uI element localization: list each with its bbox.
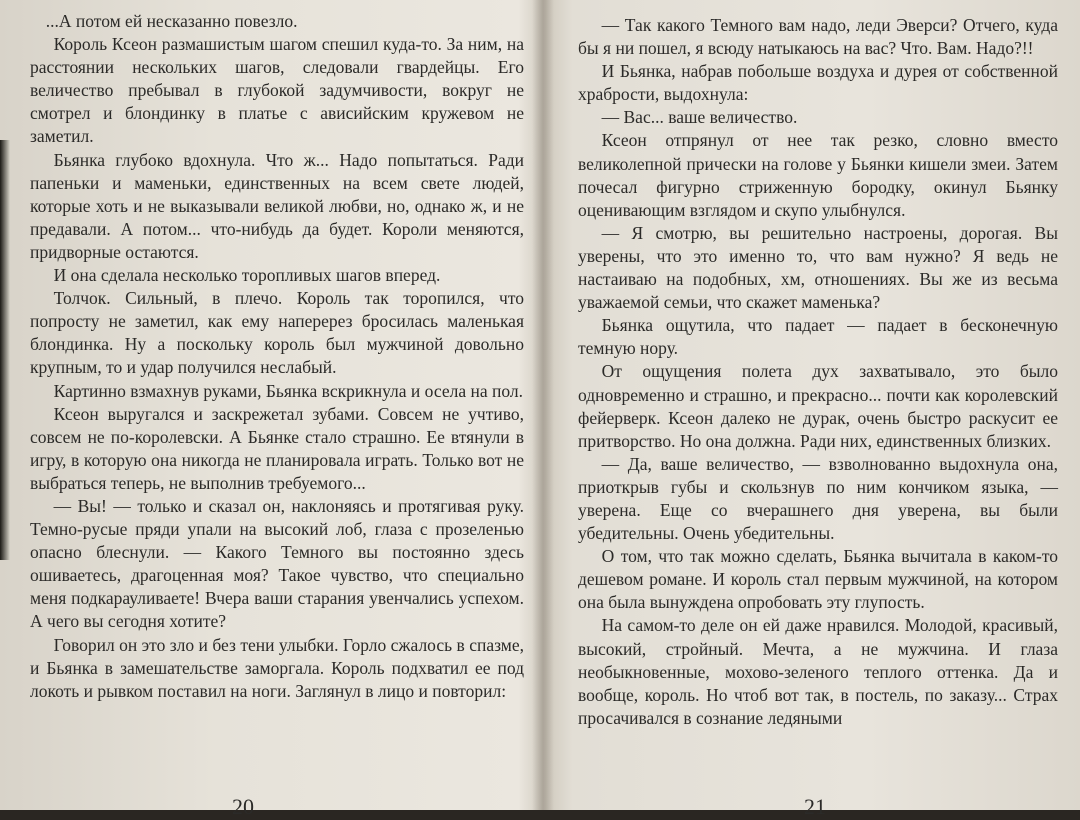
paragraph: И Бьянка, набрав побольше воздуха и дурея от собственной храбрости, выдохнула:	[578, 61, 1058, 105]
paragraph: — Вас... ваше величество.	[601, 107, 798, 128]
paragraph: На самом-то деле он ей даже нравился. Молодой, красивый, высокий, стройный. Мечта, а не мужчина. И глаза необыкновенные, мохово-зеленого теплого оттенка. Да и вообще, король. Но чтоб вот так, в постель, по заказу... Страх просачивался в сознание ледяными	[578, 615, 1058, 728]
paragraph: Картинно взмахнув руками, Бьянка вскрикнула и осела на пол.	[53, 380, 523, 401]
paragraph: — Я смотрю, вы решительно настроены, дорогая. Вы уверены, что это именно то, что вам нужно? Я ведь не настаиваю на подобных, хм, отношениях. Вы же из весьма уважаемой семьи, что скажет маменька?	[578, 222, 1058, 313]
right-page	[548, 0, 1080, 819]
right-page-text	[578, 14, 1058, 730]
paragraph: ...А потом ей несказанно повезло.	[45, 11, 298, 31]
page-number: 21	[804, 794, 826, 819]
paragraph: И она сделала несколько торопливых шагов вперед.	[53, 265, 441, 286]
paragraph: — Вы! — только и сказал он, наклоняясь и протягивая руку. Темно-русые пряди упали на высокий лоб, глаза с прозеленью опасно блеснули. — Какого Темного вы постоянно здесь ошиваетесь, драгоценная моя? Такое чувство, что специально меня подкарауливаете! Вчера ваши старания увенчались успехом. А чего вы сегодня хотите?	[30, 495, 524, 632]
paragraph: Говорил он это зло и без тени улыбки. Горло сжалось в спазме, и Бьянка в замешательстве заморгала. Король подхватил ее под локоть и рывком поставил на ноги. Заглянул в лицо и повторил:	[30, 634, 524, 701]
left-page	[0, 0, 536, 819]
paragraph: О том, что так можно сделать, Бьянка вычитала в каком-то дешевом романе. И король стал первым мужчиной, на котором она была вынуждена опробовать эту глупость.	[578, 546, 1058, 613]
paragraph: Бьянка ощутила, что падает — падает в бесконечную темную нору.	[578, 315, 1058, 359]
page-number: 20	[232, 794, 254, 819]
paragraph: От ощущения полета дух захватывало, это было одновременно и страшно, и прекрасно... почти как королевский фейерверк. Ксеон далеко не дурак, очень быстро раскусит ее притворство. Но она должна. Ради них, единственных близких.	[578, 361, 1058, 451]
paragraph: Ксеон выругался и заскрежетал зубами. Совсем не учтиво, совсем не по-королевски. А Бьянке стало страшно. Ее втянули в игру, в которую она никогда не планировала играть. Только вот не выбраться теперь, не выполнив требуемого...	[30, 403, 524, 493]
paragraph: Бьянка глубоко вдохнула. Что ж... Надо попытаться. Ради папеньки и маменьки, единственных на всем свете людей, которые хоть и не выказывали великой любви, но, однако ж, и не предавали. А потом... что-нибудь да будет. Короли меняются, придворные остаются.	[30, 149, 524, 262]
paragraph: Толчок. Сильный, в плечо. Король так торопился, что попросту не заметил, как ему наперерез бросилась маленькая блондинка. Ну а поскольку король был мужчиной довольно крупным, то и удар получился неслабый.	[30, 288, 524, 378]
paragraph: — Да, ваше величество, — взволнованно выдохнула она, приоткрыв губы и скользнув по ним кончиком языка, — уверена. Еще со вчерашнего дня уверена, вы были убедительны. Очень убедительны.	[578, 453, 1058, 544]
paragraph: Король Ксеон размашистым шагом спешил куда-то. За ним, на расстоянии нескольких шагов, следовали гвардейцы. Его величество пребывал в глубокой задумчивости, вокруг не смотрел и блондинку в платье с ависийским кружевом не заметил.	[30, 34, 524, 147]
paragraph: Ксеон отпрянул от нее так резко, словно вместо великолепной прически на голове у Бьянки кишели змеи. Затем почесал фигурно стриженную бородку, окинул Бьянку оценивающим взглядом и скупо улыбнулся.	[578, 130, 1058, 220]
paragraph: — Так какого Темного вам надо, леди Эверси? Отчего, куда бы я ни пошел, я всюду натыкаюсь на вас? Что. Вам. Надо?!!	[578, 15, 1058, 59]
left-page-text	[30, 10, 524, 703]
